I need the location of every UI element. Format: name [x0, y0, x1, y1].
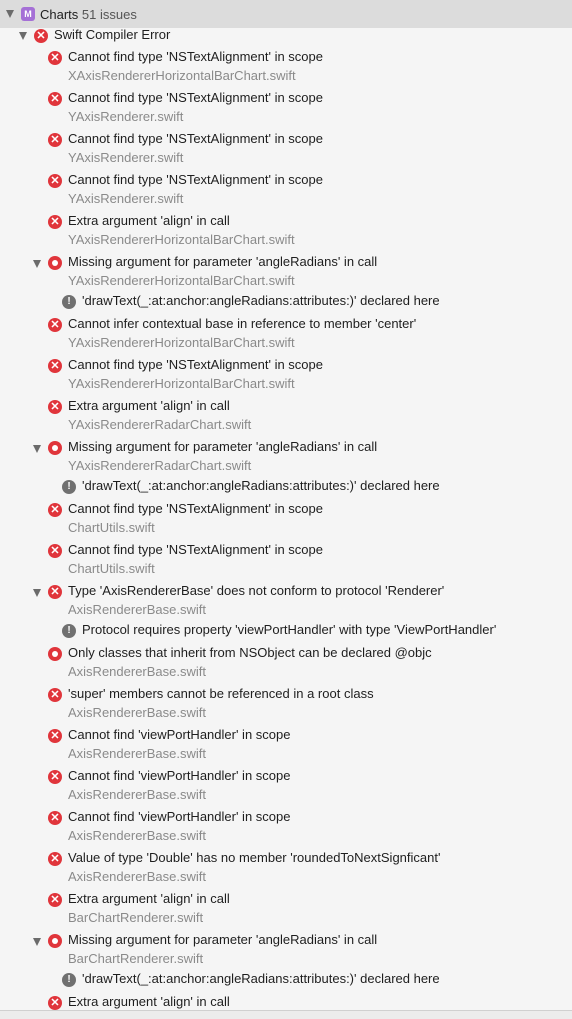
error-icon: ✕ [48, 585, 62, 599]
error-icon: ✕ [48, 770, 62, 784]
disclosure-triangle-icon[interactable] [33, 260, 41, 268]
project-name: Charts [40, 7, 79, 22]
issue-message[interactable]: Cannot find 'viewPortHandler' in scope [68, 809, 291, 824]
issue-file-name[interactable]: ChartUtils.swift [68, 520, 155, 535]
issue-note[interactable]: 'drawText(_:at:anchor:angleRadians:attributes:)' declared here [82, 293, 440, 308]
issue-message[interactable]: Extra argument 'align' in call [68, 398, 230, 413]
error-icon: ✕ [48, 996, 62, 1010]
issue-file-name[interactable]: ChartUtils.swift [68, 561, 155, 576]
issue-message[interactable]: Cannot find type 'NSTextAlignment' in scope [68, 49, 323, 64]
note-icon: ! [62, 973, 76, 987]
error-stop-icon [48, 256, 62, 270]
error-icon: ✕ [48, 503, 62, 517]
issue-note[interactable]: 'drawText(_:at:anchor:angleRadians:attributes:)' declared here [82, 971, 440, 986]
issue-file-name[interactable]: AxisRendererBase.swift [68, 664, 206, 679]
issue-file-name[interactable]: AxisRendererBase.swift [68, 787, 206, 802]
disclosure-triangle-icon[interactable] [6, 10, 14, 18]
issue-message[interactable]: Missing argument for parameter 'angleRadians' in call [68, 254, 378, 269]
error-icon: ✕ [48, 51, 62, 65]
issue-message[interactable]: Cannot find type 'NSTextAlignment' in scope [68, 542, 323, 557]
note-icon: ! [62, 295, 76, 309]
issue-file-name[interactable]: XAxisRendererHorizontalBarChart.swift [68, 68, 296, 83]
issue-message[interactable]: Cannot find type 'NSTextAlignment' in scope [68, 501, 323, 516]
issue-message[interactable]: Cannot find type 'NSTextAlignment' in scope [68, 90, 323, 105]
issue-file-name[interactable]: YAxisRendererHorizontalBarChart.swift [68, 232, 295, 247]
issue-message[interactable]: Cannot find type 'NSTextAlignment' in scope [68, 357, 323, 372]
issue-message[interactable]: Cannot infer contextual base in reference to member 'center' [68, 316, 417, 331]
issue-message[interactable]: Only classes that inherit from NSObject can be declared @objc [68, 645, 432, 660]
issue-file-name[interactable]: BarChartRenderer.swift [68, 951, 204, 966]
note-icon: ! [62, 624, 76, 638]
issue-message[interactable]: Value of type 'Double' has no member 'roundedToNextSignficant' [68, 850, 441, 865]
issue-file-name[interactable]: YAxisRenderer.swift [68, 109, 184, 124]
issue-count: 51 issues [81, 7, 137, 22]
error-icon: ✕ [48, 400, 62, 414]
issue-file-name[interactable]: YAxisRendererRadarChart.swift [68, 458, 252, 473]
disclosure-triangle-icon[interactable] [33, 589, 41, 597]
issue-message[interactable]: Cannot find 'viewPortHandler' in scope [68, 768, 291, 783]
issue-file-name[interactable]: AxisRendererBase.swift [68, 869, 206, 884]
issue-message[interactable]: Cannot find 'viewPortHandler' in scope [68, 727, 291, 742]
project-header-row[interactable] [0, 0, 572, 28]
group-title[interactable]: Swift Compiler Error [54, 27, 171, 42]
issue-file-name[interactable]: YAxisRendererRadarChart.swift [68, 417, 252, 432]
issue-message[interactable]: Extra argument 'align' in call [68, 891, 230, 906]
issue-message[interactable]: Extra argument 'align' in call [68, 994, 230, 1009]
error-icon: ✕ [48, 92, 62, 106]
error-icon: ✕ [48, 852, 62, 866]
error-icon: ✕ [48, 544, 62, 558]
issue-file-name[interactable]: YAxisRenderer.swift [68, 150, 184, 165]
issue-file-name[interactable]: AxisRendererBase.swift [68, 705, 206, 720]
issue-note[interactable]: 'drawText(_:at:anchor:angleRadians:attributes:)' declared here [82, 478, 440, 493]
error-icon: ✕ [48, 174, 62, 188]
issue-message[interactable]: Cannot find type 'NSTextAlignment' in scope [68, 172, 323, 187]
error-icon: ✕ [48, 215, 62, 229]
error-icon: ✕ [48, 811, 62, 825]
disclosure-triangle-icon[interactable] [19, 32, 27, 40]
error-icon: ✕ [48, 688, 62, 702]
issue-file-name[interactable]: YAxisRendererHorizontalBarChart.swift [68, 376, 295, 391]
issue-note[interactable]: Protocol requires property 'viewPortHandler' with type 'ViewPortHandler' [82, 622, 497, 637]
issue-message[interactable]: Type 'AxisRendererBase' does not conform to protocol 'Renderer' [68, 583, 445, 598]
issue-message[interactable]: Missing argument for parameter 'angleRadians' in call [68, 439, 378, 454]
error-stop-icon [48, 441, 62, 455]
issue-message[interactable]: Missing argument for parameter 'angleRadians' in call [68, 932, 378, 947]
issue-file-name[interactable]: AxisRendererBase.swift [68, 828, 206, 843]
issue-message[interactable]: Cannot find type 'NSTextAlignment' in scope [68, 131, 323, 146]
note-icon: ! [62, 480, 76, 494]
issue-file-name[interactable]: BarChartRenderer.swift [68, 910, 204, 925]
issue-file-name[interactable]: YAxisRendererHorizontalBarChart.swift [68, 273, 295, 288]
project-icon: M [21, 7, 35, 21]
issue-message[interactable]: Extra argument 'align' in call [68, 213, 230, 228]
error-icon: ✕ [48, 133, 62, 147]
issue-message[interactable]: 'super' members cannot be referenced in a root class [68, 686, 374, 701]
disclosure-triangle-icon[interactable] [33, 938, 41, 946]
issue-file-name[interactable]: YAxisRendererHorizontalBarChart.swift [68, 335, 295, 350]
issue-file-name[interactable]: AxisRendererBase.swift [68, 602, 206, 617]
error-icon: ✕ [34, 29, 48, 43]
issue-file-name[interactable]: YAxisRenderer.swift [68, 191, 184, 206]
disclosure-triangle-icon[interactable] [33, 445, 41, 453]
error-icon: ✕ [48, 893, 62, 907]
error-icon: ✕ [48, 359, 62, 373]
error-stop-icon [48, 647, 62, 661]
error-icon: ✕ [48, 318, 62, 332]
error-stop-icon [48, 934, 62, 948]
error-icon: ✕ [48, 729, 62, 743]
issue-file-name[interactable]: AxisRendererBase.swift [68, 746, 206, 761]
